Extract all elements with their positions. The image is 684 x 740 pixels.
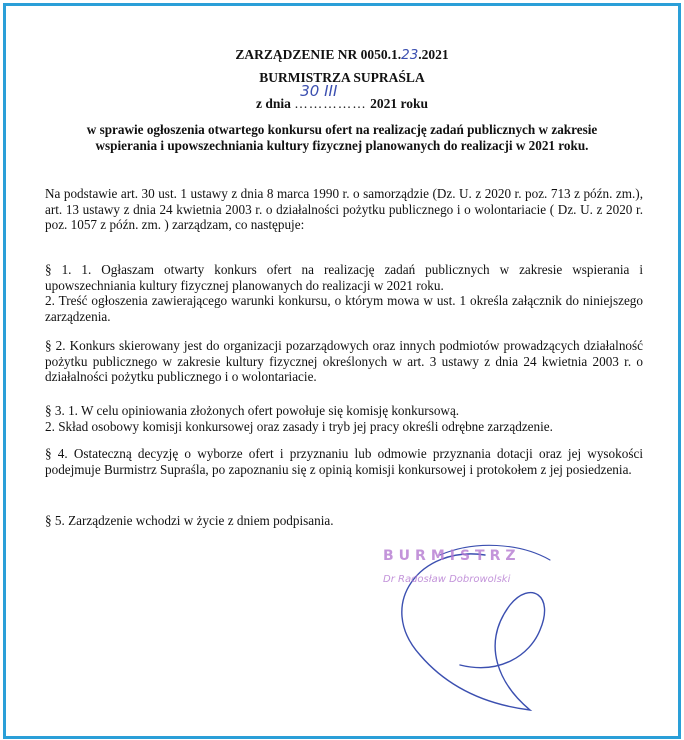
section-3 — [45, 403, 643, 434]
section-5: § 5. Zarządzenie wchodzi w życie z dniem podpisania. — [45, 513, 334, 528]
handwritten-number: 23 — [401, 47, 419, 63]
stamp-name: Dr Radosław Dobrowolski — [383, 574, 511, 585]
decree-subject — [0, 122, 684, 154]
official-stamp — [383, 548, 521, 585]
section-1-paragraph-2: 2. Treść ogłoszenia zawierającego warunki konkursu, o którym mowa w ust. 1 określa załącznik do niniejszego zarządzenia. — [45, 293, 643, 324]
decree-number-prefix: ZARZĄDZENIE NR 0050.1. — [235, 47, 402, 62]
section-3-paragraph-2: 2. Skład osobowy komisji konkursowej oraz zasady i tryb jej pracy określi odrębne zarządzenie. — [45, 418, 553, 434]
section-1 — [45, 262, 643, 324]
section-1-paragraph-1: § 1. 1. Ogłaszam otwarty konkurs ofert na realizację zadań publicznych w zakresie wspierania i upowszechniania kultury fizycznej planowanych do realizacji w 2021 roku. — [45, 262, 643, 293]
handwritten-date: 30 III — [300, 82, 338, 100]
decree-number-suffix: .2021 — [418, 47, 449, 62]
subject-line-2: wspierania i upowszechniania kultury fizycznej planowanych do realizacji w 2021 roku. — [95, 138, 589, 153]
preamble: Na podstawie art. 30 ust. 1 ustawy z dnia 8 marca 1990 r. o samorządzie (Dz. U. z 2020 r. poz. 713 z późn. zm.), art. 13 ustawy z dnia 24 kwietnia 2003 r. o działalności pożytku publicznego i o wolontariacie ( Dz. U. z 2020 r. poz. 1057 z późn. zm. ) zarządzam, co następuje: — [45, 186, 643, 232]
date-dots: …………… — [294, 96, 367, 111]
section-3-paragraph-1: § 3. 1. W celu opiniowania złożonych ofert powołuje się komisję konkursową. — [45, 403, 460, 418]
subject-line-1: w sprawie ogłoszenia otwartego konkursu ofert na realizację zadań publicznych w zakresie — [86, 122, 598, 137]
section-4: § 4. Ostateczną decyzję o wyborze ofert i przyznaniu lub odmowie przyznania dotacji oraz jej wysokości podejmuje Burmistrz Supraśla, po zapoznaniu się z opinią komisji konkursowej i protokołem z jej posiedzenia. — [45, 446, 643, 477]
decree-date — [0, 82, 684, 112]
stamp-title: BURMISTRZ — [383, 548, 521, 564]
decree-number — [0, 47, 684, 63]
date-suffix: 2021 roku — [370, 96, 429, 111]
section-2: § 2. Konkurs skierowany jest do organizacji pozarządowych oraz innych podmiotów prowadzących działalność pożytku publicznego w zakresie kultury fizycznej określonych w art. 3 ustawy z dnia 24 kwietnia 2003 r. o działalności pożytku publicznego i o wolontariacie. — [45, 338, 643, 384]
date-field — [294, 82, 367, 112]
date-prefix: z dnia — [255, 96, 291, 111]
issuer-title: BURMISTRZA SUPRAŚLA — [259, 70, 425, 85]
